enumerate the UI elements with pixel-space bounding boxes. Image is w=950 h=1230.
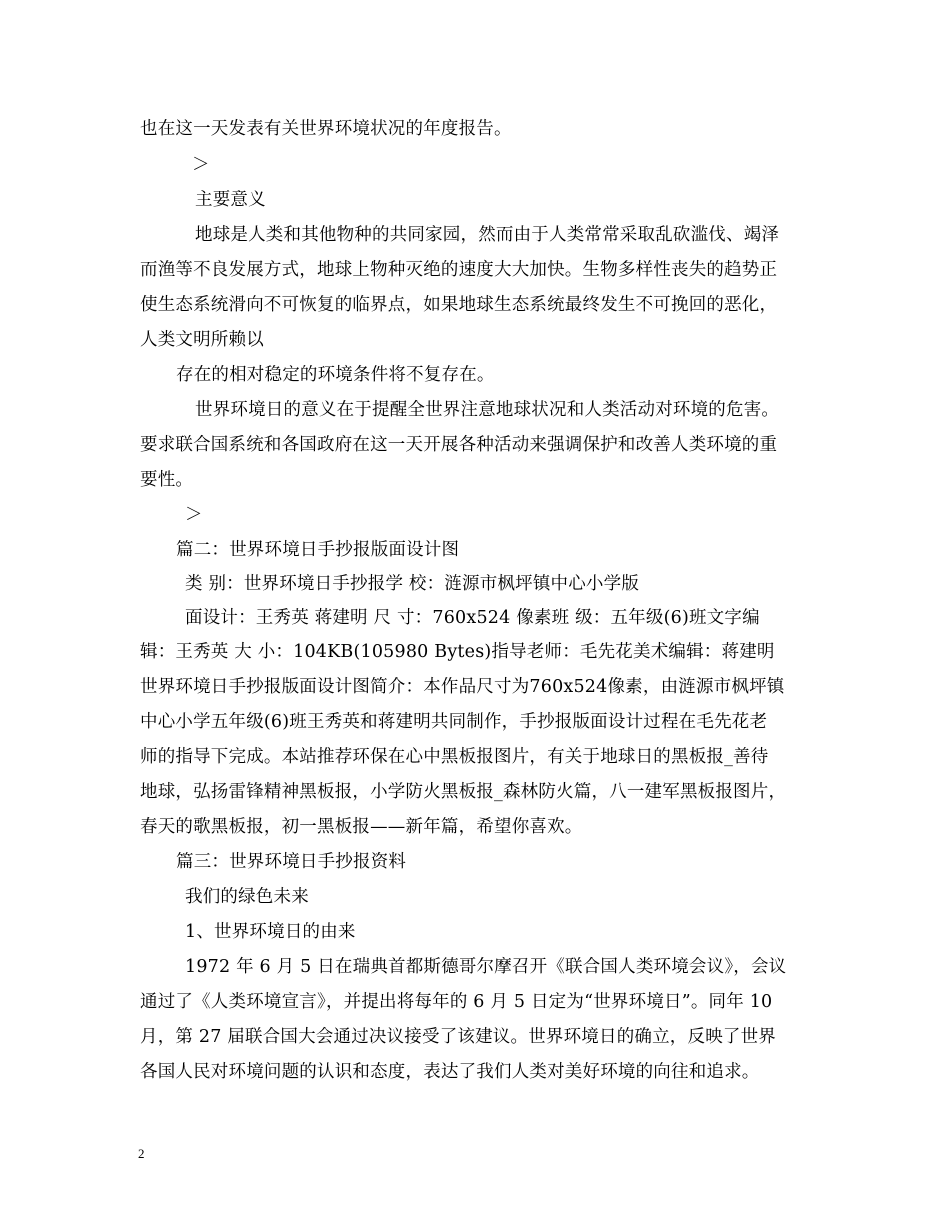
text-line: 月，第 27 届联合国大会通过决议接受了该建议。世界环境日的确立，反映了世界 — [140, 1027, 776, 1047]
text-line: 类 别：世界环境日手抄报学 校：涟源市枫坪镇中心小学版 — [185, 574, 640, 594]
text-line: 师的指导下完成。本站推荐环保在心中黑板报图片，有关于地球日的黑板报_善待 — [140, 747, 769, 767]
text-line: 辑：王秀英 大 小：104KB(105980 Bytes)指导老师：毛先花美术编辑：蒋建明 — [140, 642, 775, 662]
text-line: 存在的相对稳定的环境条件将不复存在。 — [176, 365, 495, 385]
text-line: 面设计：王秀英 蒋建明 尺 寸：760x524 像素班 级：五年级(6)班文字编 — [185, 608, 760, 628]
text-line: 要性。 — [140, 470, 194, 490]
subheading: 1、世界环境日的由来 — [185, 922, 356, 942]
text-line: 要求联合国系统和各国政府在这一天开展各种活动来强调保护和改善人类环境的重 — [140, 435, 778, 455]
text-line: 地球是人类和其他物种的共同家园，然而由于人类常常采取乱砍滥伐、竭泽 — [195, 225, 780, 245]
text-line: 地球，弘扬雷锋精神黑板报，小学防火黑板报_森林防火篇，八一建军黑板报图片， — [140, 782, 787, 802]
text-line: 而渔等不良发展方式，地球上物种灭绝的速度大大加快。生物多样性丧失的趋势正 — [140, 260, 778, 280]
arrow-marker: ＞ — [185, 505, 203, 525]
text-line: 世界环境日手抄报版面设计图简介：本作品尺寸为760x524像素，由涟源市枫坪镇 — [140, 677, 785, 697]
text-line: 中心小学五年级(6)班王秀英和蒋建明共同制作，手抄报版面设计过程在毛先花老 — [140, 712, 768, 732]
text-line: 春天的歌黑板报，初一黑板报——新年篇，希望你喜欢。 — [140, 817, 583, 837]
section-heading: 篇三：世界环境日手抄报资料 — [176, 852, 407, 872]
text-line: 使生态系统滑向不可恢复的临界点，如果地球生态系统最终发生不可挽回的恶化， — [140, 295, 778, 315]
text-line: 人类文明所赖以 — [140, 330, 264, 350]
text-line: 各国人民对环境问题的认识和态度，表达了我们人类对美好环境的向往和追求。 — [140, 1062, 760, 1082]
subheading: 我们的绿色未来 — [185, 887, 309, 907]
section-heading: 主要意义 — [195, 190, 266, 210]
arrow-marker: ＞ — [192, 155, 210, 175]
text-line: 世界环境日的意义在于提醒全世界注意地球状况和人类活动对环境的危害。 — [195, 400, 780, 420]
text-line: 也在这一天发表有关世界环境状况的年度报告。 — [140, 119, 512, 139]
text-line: 通过了《人类环境宣言》，并提出将每年的 6 月 5 日定为“世界环境日”。同年 10 — [140, 992, 773, 1012]
section-heading: 篇二：世界环境日手抄报版面设计图 — [176, 540, 460, 560]
page-number: 2 — [138, 1146, 145, 1161]
text-line: 1972 年 6 月 5 日在瑞典首都斯德哥尔摩召开《联合国人类环境会议》，会议 — [185, 957, 787, 977]
